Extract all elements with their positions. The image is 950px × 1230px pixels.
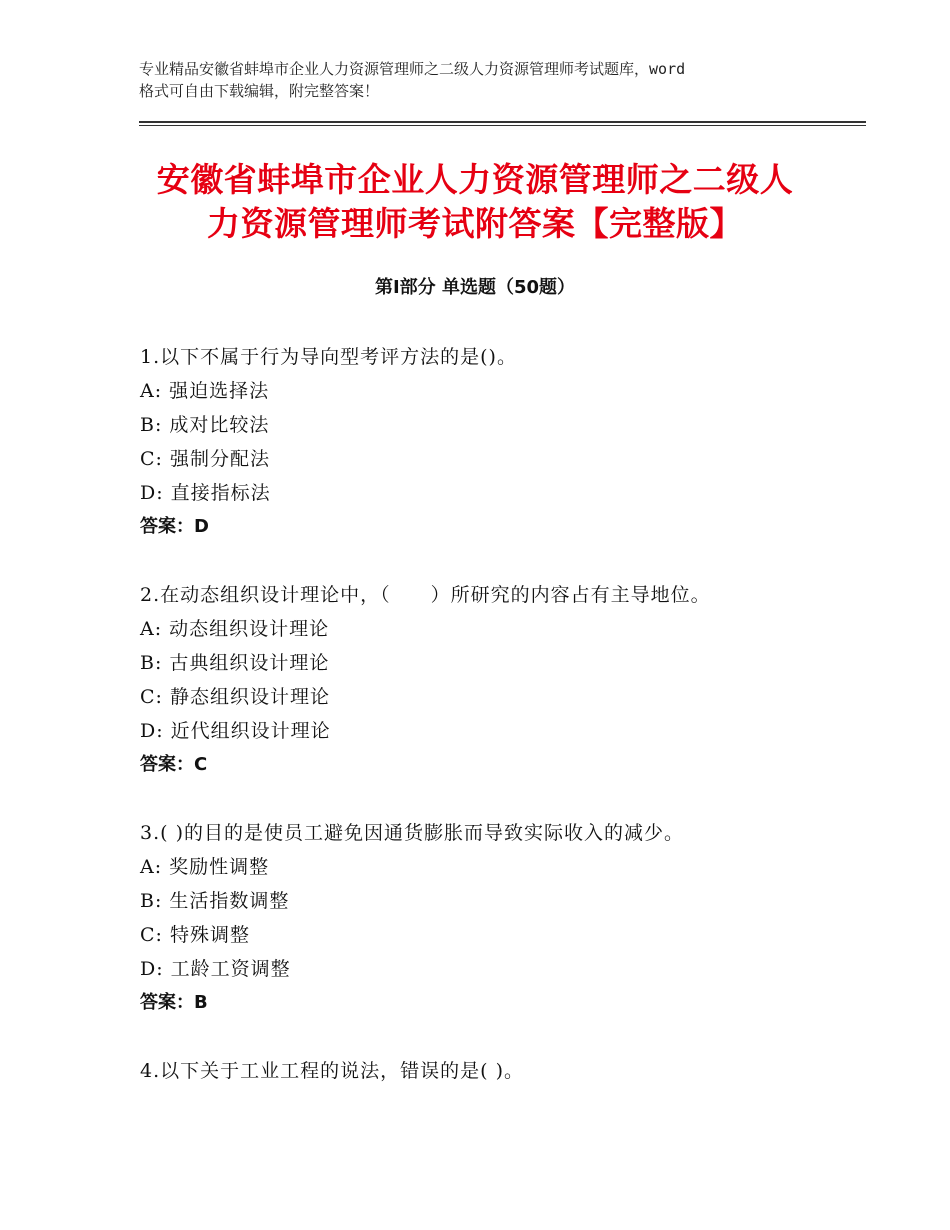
- question-4: [140, 1054, 840, 1088]
- option-c: C: 强制分配法: [140, 448, 270, 470]
- header-divider-thick: [139, 121, 866, 123]
- question-2: [140, 578, 840, 782]
- option-a: A: 强迫选择法: [140, 380, 270, 402]
- option-d: D: 近代组织设计理论: [140, 720, 331, 742]
- option-a: A: 动态组织设计理论: [140, 618, 330, 640]
- question-3: [140, 816, 840, 1020]
- answer: 答案：D: [140, 516, 209, 537]
- question-stem: 2.在动态组织设计理论中，（ ）所研究的内容占有主导地位。: [140, 584, 711, 606]
- header-divider-thin: [139, 125, 866, 126]
- answer: 答案：B: [140, 992, 208, 1013]
- option-b: B: 古典组织设计理论: [140, 652, 330, 674]
- document-title-line-2: 力资源管理师考试附答案【完整版】: [207, 204, 743, 243]
- answer: 答案：C: [140, 754, 208, 775]
- option-a: A: 奖励性调整: [140, 856, 270, 878]
- question-stem: 1.以下不属于行为导向型考评方法的是()。: [140, 346, 517, 368]
- header-line-1: 专业精品安徽省蚌埠市企业人力资源管理师之二级人力资源管理师考试题库，word: [139, 60, 686, 78]
- header-note: [139, 58, 829, 102]
- option-d: D: 直接指标法: [140, 482, 271, 504]
- option-b: B: 生活指数调整: [140, 890, 290, 912]
- header-line-2: 格式可自由下载编辑，附完整答案！: [139, 82, 380, 100]
- option-d: D: 工龄工资调整: [140, 958, 291, 980]
- option-c: C: 静态组织设计理论: [140, 686, 330, 708]
- document-title: [120, 158, 830, 246]
- question-stem: 4.以下关于工业工程的说法，错误的是( )。: [140, 1060, 524, 1082]
- option-b: B: 成对比较法: [140, 414, 270, 436]
- question-stem: 3.( )的目的是使员工避免因通货膨胀而导致实际收入的减少。: [140, 822, 684, 844]
- section-title: 第Ⅰ部分 单选题（50题）: [374, 277, 575, 298]
- question-list: [140, 340, 840, 1122]
- document-title-line-1: 安徽省蚌埠市企业人力资源管理师之二级人: [156, 160, 794, 199]
- question-1: [140, 340, 840, 544]
- option-c: C: 特殊调整: [140, 924, 250, 946]
